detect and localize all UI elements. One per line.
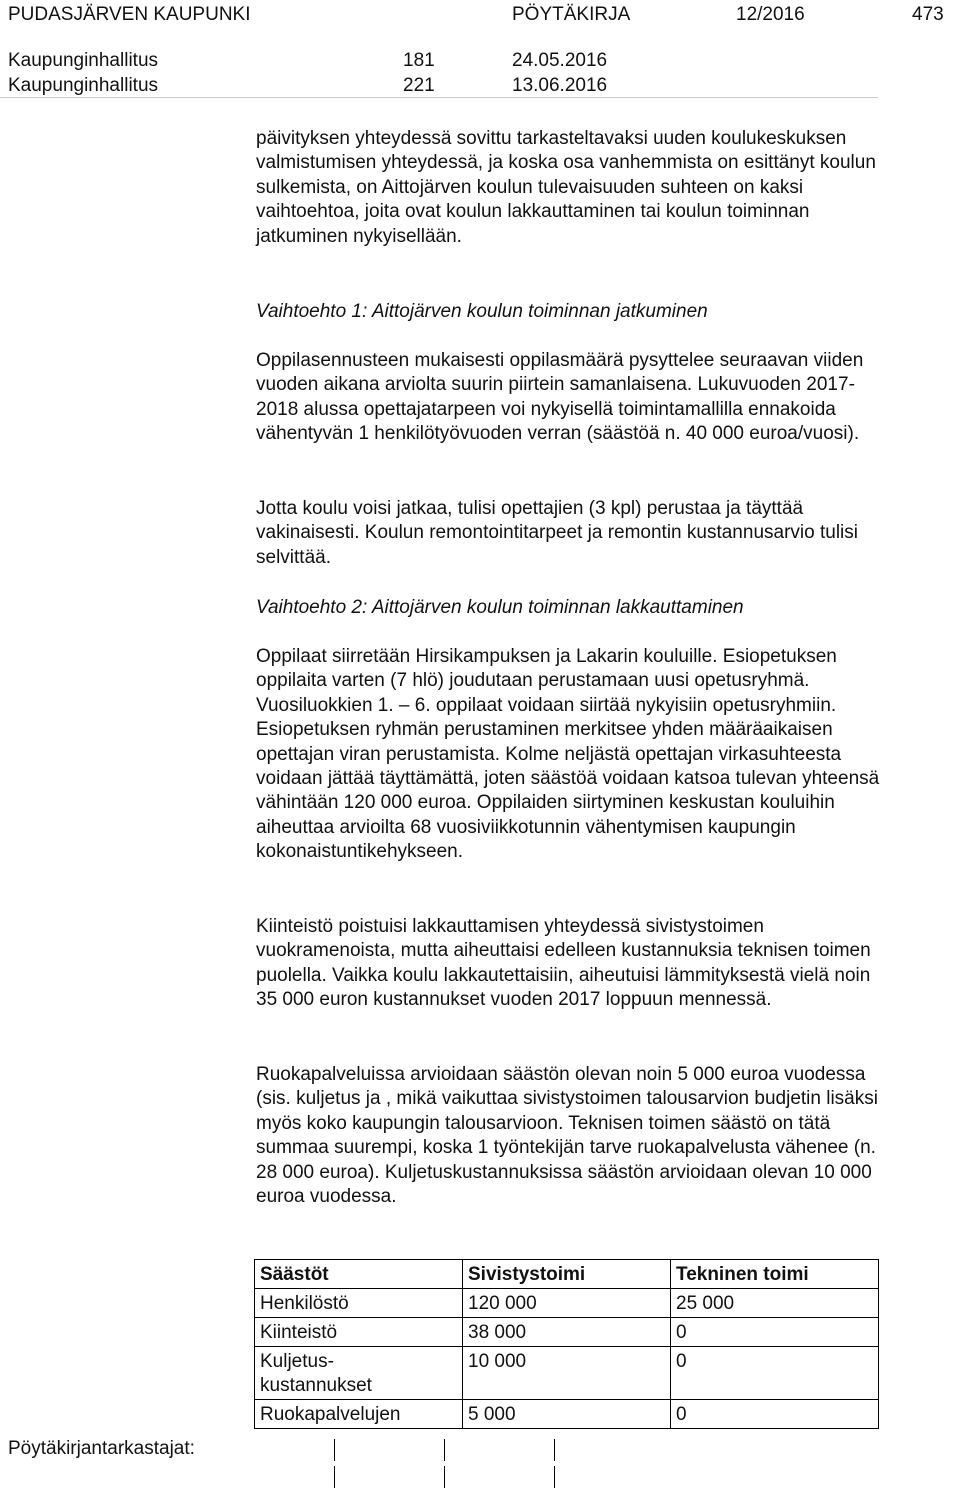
- option1-paragraph-2: [256, 497, 886, 570]
- meeting-body: Kaupunginhallitus: [8, 50, 159, 71]
- signature-line: [554, 1439, 555, 1461]
- table-row: [255, 1318, 879, 1347]
- table-cell: 5 000: [463, 1400, 671, 1429]
- option2-text-2: Kiinteistö poistuisi lakkauttamisen yhteydessä sivistystoimen vuokramenoista, mutta aiheuttaisi edelleen kustannuksia teknisen toimen puolella. Vaikka koulu lakkautettaisiin, aiheutuisi lämmityksestä vielä noin 35 000 euron kustannukset vuoden 2017 loppuun mennessä.: [256, 916, 871, 1011]
- municipality-name: PUDASJÄRVEN KAUPUNKI: [8, 4, 251, 25]
- savings-table: [254, 1259, 879, 1429]
- option1-heading: Vaihtoehto 1: Aittojärven koulun toiminnan jatkuminen: [256, 301, 708, 322]
- table-cell: Kuljetus- kustannukset: [255, 1347, 463, 1400]
- table-cell: 38 000: [463, 1318, 671, 1347]
- table-cell: 120 000: [463, 1289, 671, 1318]
- table-row: [255, 1347, 879, 1400]
- option1-paragraph: [256, 349, 886, 447]
- table-header-cell: Tekninen toimi: [671, 1260, 879, 1289]
- signature-line: [554, 1466, 555, 1488]
- table-header-cell: Säästöt: [255, 1260, 463, 1289]
- option2-text: Oppilaat siirretään Hirsikampuksen ja Lakarin kouluille. Esiopetuksen oppilaita varten (7 hlö) joudutaan perustamaan uusi opetusryhmä. Vuosiluokkien 1. – 6. oppilaat voidaan siirtää nykyisiin opetusryhmiin. Esiopetuksen ryhmän perustaminen merkitsee yhden määräaikaisen opettajan viran perustamista. Kolme neljästä opettajan virkasuhteesta voidaan jättää täyttämättä, joten säästöä voidaan katsoa tulevan yhteensä vähintään 120 000 euroa. Oppilaiden siirtyminen keskustan kouluihin aiheuttaa arvioilta 68 vuosiviikkotunnin vähentymisen kaupungin kokonaistuntikehykseen.: [256, 646, 880, 863]
- option1-text-2: Jotta koulu voisi jatkaa, tulisi opettajien (3 kpl) perustaa ja täyttää vakinaisesti. Koulun remontointitarpeet ja remontin kustannusarvio tulisi selvittää.: [256, 498, 858, 568]
- intro-paragraph: [256, 127, 886, 249]
- header-divider: [0, 97, 878, 98]
- table-row: [255, 1289, 879, 1318]
- reviewers-label: Pöytäkirjantarkastajat:: [8, 1438, 195, 1459]
- table-cell: 0: [671, 1318, 879, 1347]
- table-cell: 0: [671, 1347, 879, 1400]
- option1-text: Oppilasennusteen mukaisesti oppilasmäärä pysyttelee seuraavan viiden vuoden aikana arviolta suurin piirtein samanlaisena. Lukuvuoden 2017-2018 alussa opettajatarpeen voi nykyisellä toimintamallilla ennakoida vähentyvän 1 henkilötyövuoden verran (säästöä n. 40 000 euroa/vuosi).: [256, 350, 864, 445]
- document-type: PÖYTÄKIRJA: [512, 4, 631, 25]
- table-header-row: [255, 1260, 879, 1289]
- intro-text: päivityksen yhteydessä sovittu tarkasteltavaksi uuden koulukeskuksen valmistumisen yhteydessä, ja koska osa vanhemmista on esittänyt koulun sulkemista, on Aittojärven koulun tulevaisuuden suhteen on kaksi vaihtoehtoa, joita ovat koulun lakkauttaminen tai koulun toiminnan jatkuminen nykyisellään.: [256, 128, 876, 247]
- page-number: 473: [912, 4, 944, 25]
- option2-heading: Vaihtoehto 2: Aittojärven koulun toiminnan lakkauttaminen: [256, 597, 744, 618]
- meeting-section: 181: [403, 50, 435, 71]
- meeting-date: 13.06.2016: [512, 75, 608, 96]
- table-cell: Kiinteistö: [255, 1318, 463, 1347]
- table-cell: Henkilöstö: [255, 1289, 463, 1318]
- meeting-section: 221: [403, 75, 435, 96]
- signature-line: [444, 1466, 445, 1488]
- table-header-cell: Sivistystoimi: [463, 1260, 671, 1289]
- option2-paragraph: [256, 645, 886, 865]
- table-cell: 0: [671, 1400, 879, 1429]
- table-row: [255, 1400, 879, 1429]
- issue-number: 12/2016: [736, 4, 805, 25]
- table-cell: 10 000: [463, 1347, 671, 1400]
- option2-text-3: Ruokapalveluissa arvioidaan säästön olevan noin 5 000 euroa vuodessa (sis. kuljetus ja , mikä vaikuttaa sivistystoimen talousarvion budjetin lisäksi myös koko kaupungin talousarvioon. Teknisen toimen säästö on tätä summaa suurempi, koska 1 työntekijän tarve ruokapalvelusta vähenee (n. 28 000 euroa). Kuljetuskustannuksissa säästön arvioidaan olevan 10 000 euroa vuodessa.: [256, 1064, 878, 1208]
- signature-line: [334, 1439, 335, 1461]
- meeting-date: 24.05.2016: [512, 50, 608, 71]
- signature-line: [444, 1439, 445, 1461]
- table-cell: 25 000: [671, 1289, 879, 1318]
- option2-paragraph-3: [256, 1063, 886, 1209]
- signature-line: [334, 1466, 335, 1488]
- option2-paragraph-2: [256, 915, 886, 1013]
- meeting-body: Kaupunginhallitus: [8, 75, 159, 96]
- table-cell: Ruokapalvelujen: [255, 1400, 463, 1429]
